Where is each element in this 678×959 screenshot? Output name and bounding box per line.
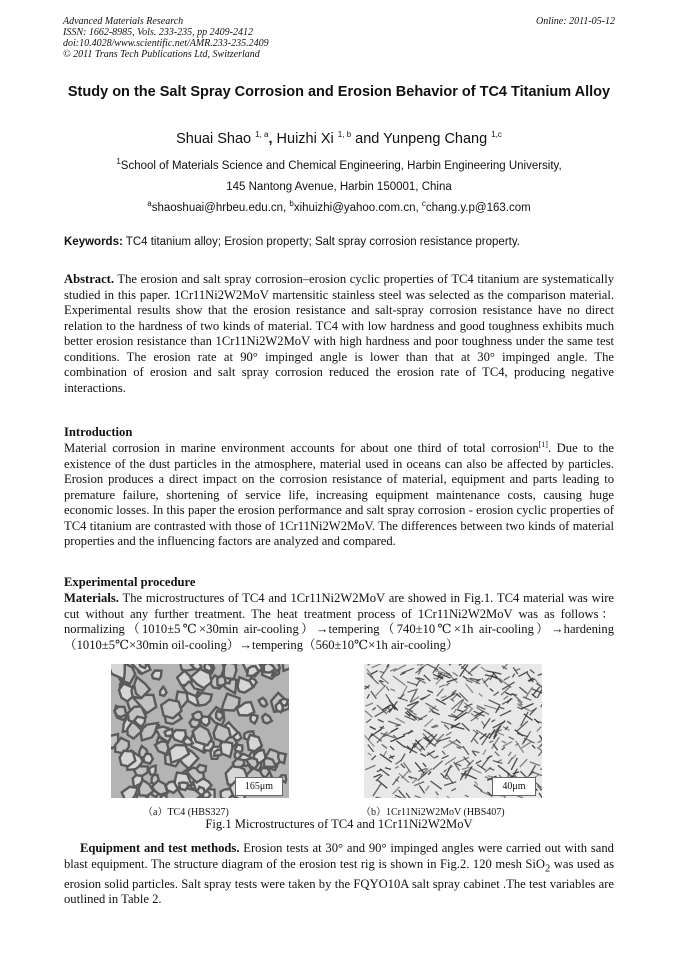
introduction-heading: Introduction — [64, 425, 133, 439]
issn-line: ISSN: 1662-8985, Vols. 233-235, pp 2409-2412 — [63, 27, 253, 38]
email-sup: a — [147, 199, 152, 209]
materials-label: Materials. — [64, 591, 119, 605]
equipment-text: Erosion tests at 30° and 90° impinged angles were carried out with sand blast equipment. The structure diagram of the erosion test rig is shown in Fig.2. 120 mesh SiO — [64, 841, 614, 871]
affiliation-line-1 — [0, 157, 678, 172]
affiliation-sup: 1 — [116, 157, 121, 167]
scale-bar-a: 165μm — [235, 777, 283, 796]
panel-b-caption: （b）1Cr11Ni2W2MoV (HBS407) — [361, 807, 505, 818]
equipment-paragraph — [64, 841, 614, 908]
micrograph-1cr11 — [364, 664, 542, 798]
scale-bar-b: 40μm — [492, 777, 536, 796]
author-affil-sup: 1, b — [337, 130, 352, 140]
online-date: Online: 2011-05-12 — [536, 16, 615, 27]
abstract — [64, 272, 614, 396]
keywords-text: TC4 titanium alloy; Erosion property; Salt spray corrosion resistance property. — [125, 236, 520, 248]
author-affil-sup: 1,c — [491, 130, 502, 140]
equipment-text-cont: was used as erosion solid particles. Salt spray tests were taken by the FQYO10A salt spray cabinet .The test variables are outlined in Table 2. — [64, 856, 614, 907]
introduction-paragraph — [64, 441, 614, 550]
keywords — [64, 236, 520, 248]
author-name: Yunpeng Chang — [383, 131, 488, 147]
intro-text-cont: . Due to the existence of the dust particles in the atmosphere, material used in oceans can also be affected by particles. Erosion produces a direct impact on the corrosion resistance of material, equipment and parts leading to premature failure, shortening of service life, increasing equipment maintenance costs, causing huge economic losses. In this paper the erosion performance and salt spray corrosion - erosion cyclic properties of TC4 titanium are contrasted with those of 1Cr11Ni2W2MoV. The differences between two kinds of material properties and the influencing factors are analyzed and compared. — [64, 441, 614, 548]
experimental-heading: Experimental procedure — [64, 575, 196, 589]
abstract-label: Abstract. — [64, 272, 115, 286]
email-sup: b — [289, 199, 294, 209]
email-link[interactable]: xihuizhi@yahoo.com.cn, — [293, 202, 419, 214]
email-link[interactable]: chang.y.p@163.com — [425, 202, 531, 214]
intro-text: Material corrosion in marine environment accounts for about one third of total corrosion — [64, 441, 539, 455]
paper-title: Study on the Salt Spray Corrosion and Erosion Behavior of TC4 Titanium Alloy — [67, 84, 611, 100]
author-name: Shuai Shao — [176, 131, 252, 147]
equipment-label: Equipment and test methods. — [80, 841, 240, 855]
abstract-text: The erosion and salt spray corrosion–erosion cyclic properties of TC4 titanium are systematically studied in this paper. 1Cr11Ni2W2MoV martensitic stainless steel was selected as the comparison material. Experimental results show that the erosion resistance and salt-spray corrosion resistance have no direct relation to the hardness of two kinds of material. TC4 with low hardness and good toughness exhibits much better erosion resistance than 1Cr11Ni2W2MoV with high hardness and poor toughness under the same test conditions. The erosion rate at 90° impinged angle is lower than that at 30° impinged angle. The combination of erosion and salt spray corrosion reduced the erosion rate of TC4, producing negative interactions. — [64, 272, 614, 395]
email-sup: c — [421, 199, 426, 209]
journal-header — [63, 16, 269, 60]
email-line — [0, 199, 678, 214]
journal-name: Advanced Materials Research — [63, 16, 184, 27]
affiliation-line-2: 145 Nantong Avenue, Harbin 150001, China — [226, 181, 452, 193]
materials-text: The microstructures of TC4 and 1Cr11Ni2W2MoV are showed in Fig.1. TC4 material was wire cut without any further treatment. The heat treatment process of 1Cr11Ni2W2MoV was as follows： normalizing（1010±5℃×30min air-cooling）→tempering（740±10℃×1h air-cooling）→hardening（1010±5℃×30min oil-cooling）→tempering（560±10℃×1h air-cooling） — [64, 591, 614, 652]
doi-line: doi:10.4028/www.scientific.net/AMR.233-235.2409 — [63, 38, 269, 49]
author-list — [0, 131, 678, 147]
author-separator: and — [355, 131, 380, 147]
copyright-line: © 2011 Trans Tech Publications Ltd, Switzerland — [63, 49, 260, 60]
email-link[interactable]: shaoshuai@hrbeu.edu.cn, — [151, 202, 287, 214]
author-name: Huizhi Xi — [276, 131, 334, 147]
affiliation-text: School of Materials Science and Chemical Engineering, Harbin Engineering University, — [120, 160, 562, 172]
materials-paragraph — [64, 591, 614, 653]
micrograph-tc4 — [111, 664, 289, 798]
citation-ref[interactable]: [1] — [538, 439, 548, 449]
panel-a-caption: （a）TC4 (HBS327) — [143, 807, 229, 818]
subscript: 2 — [545, 863, 551, 875]
keywords-label: Keywords: — [64, 236, 123, 248]
author-affil-sup: 1, a — [255, 130, 269, 140]
figure-caption: Fig.1 Microstructures of TC4 and 1Cr11Ni2W2MoV — [205, 817, 473, 831]
author-separator: , — [268, 131, 273, 147]
